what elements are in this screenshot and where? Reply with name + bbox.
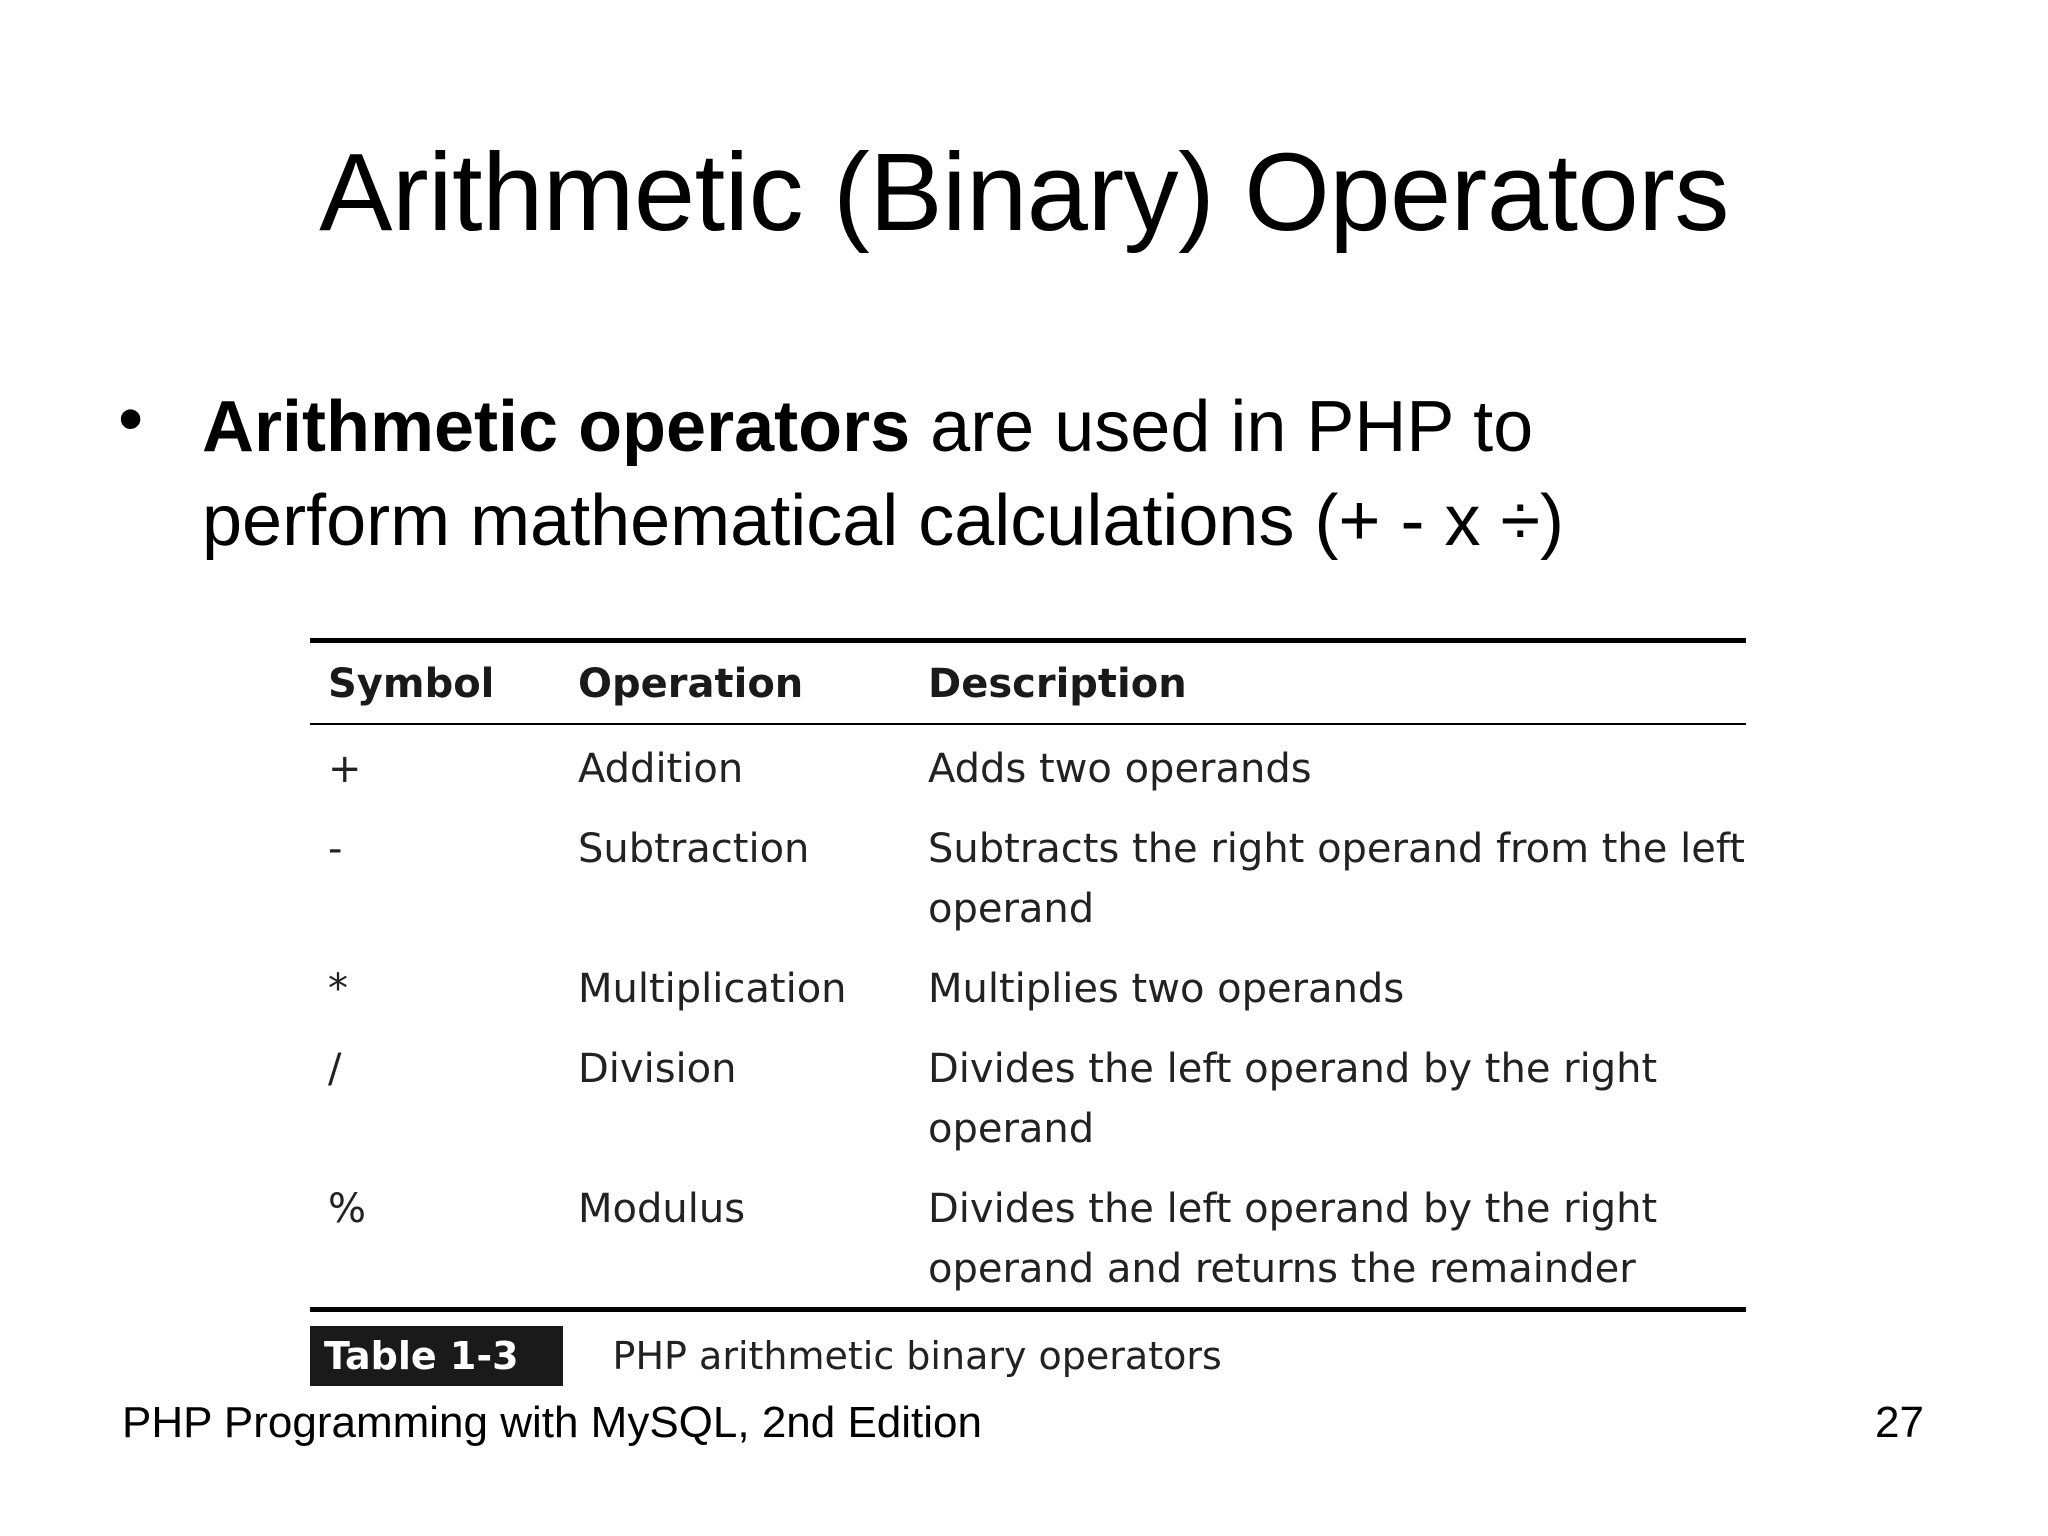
header-symbol: Symbol [310,641,560,725]
footer-book-title: PHP Programming with MySQL, 2nd Edition [122,1398,982,1447]
bullet-marker: • [118,379,144,459]
table-header-row [310,641,1746,725]
cell-description: Divides the left operand by the right operand and returns the remainder [928,1186,1658,1292]
bullet-line-1 [202,380,1902,474]
bullet-bold-term: Arithmetic operators [202,387,911,467]
table-caption-label: Table 1-3 [310,1326,563,1386]
slide-title: Arithmetic (Binary) Operators [319,131,1729,254]
table-row [310,724,1746,809]
bullet-line-2: perform mathematical calculations (+ - x ÷) [202,481,1564,561]
footer-page-number: 27 [1875,1398,1924,1447]
header-operation: Operation [560,641,910,725]
cell-operation: Division [578,1046,737,1092]
cell-operation: Subtraction [578,826,810,872]
operators-table [310,638,1746,1312]
cell-symbol: / [328,1046,342,1092]
table-caption-text: PHP arithmetic binary operators [612,1334,1222,1378]
cell-operation: Addition [578,746,744,792]
bullet-text [202,380,1902,568]
cell-operation: Multiplication [578,966,847,1012]
table-row [310,809,1746,949]
cell-symbol: - [328,826,343,872]
table-row [310,1029,1746,1169]
table-caption [310,1326,1746,1386]
cell-description: Divides the left operand by the right operand [928,1046,1658,1152]
cell-symbol: % [328,1186,367,1232]
table-row [310,949,1746,1029]
cell-description: Subtracts the right operand from the left operand [928,826,1745,932]
cell-symbol: + [328,746,362,792]
header-description: Description [910,641,1746,725]
cell-symbol: * [328,966,348,1012]
table-row [310,1169,1746,1310]
bullet-line-1-rest: are used in PHP to [910,387,1534,467]
cell-description: Adds two operands [928,746,1312,792]
operators-table-figure [310,638,1746,1386]
cell-description: Multiplies two operands [928,966,1405,1012]
cell-operation: Modulus [578,1186,746,1232]
